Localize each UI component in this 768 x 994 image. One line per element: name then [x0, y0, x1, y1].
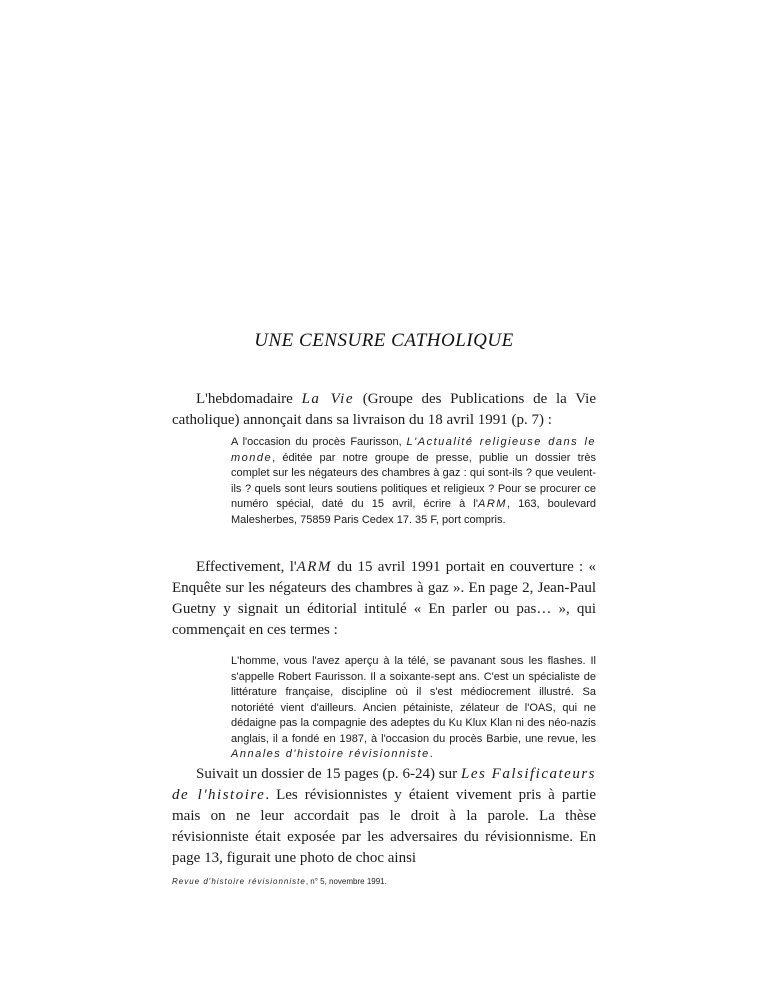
- quote2-text-1: L'homme, vous l'avez aperçu à la télé, se pavanant sous les flashes. Il s'appelle Robert Faurisson. Il a soixante-sept ans. C'est un spécialiste de littérature française, discipline où il s'est médiocrement illustré. Sa notoriété vient d'ailleurs. Ancien pétainiste, zélateur de l'OAS, qui ne dédaigne pas la compagnie des adeptes du Ku Klux Klan ni des néo-nazis anglais, il a fondé en 1987, à l'occasion du procès Barbie, une revue, les: [231, 655, 596, 745]
- quote1-text-1: A l'occasion du procès Faurisson,: [231, 436, 407, 448]
- page-footer: [172, 877, 387, 886]
- arm-title-2: ARM: [296, 559, 332, 575]
- falsificateurs-title: Les Falsificateurs de l'histoire: [172, 766, 596, 803]
- quote2-text-2: .: [429, 748, 433, 760]
- para3-text-2: . Les révisionnistes y étaient vivement pris à partie mais on ne leur accordait pas le droit à la parole. La thèse révisionniste était exposée par les adversaires du révisionnisme. En page 13, figurait une photo de choc ainsi: [172, 787, 597, 866]
- quote1-text-2: , éditée par notre groupe de presse, publie un dossier très complet sur les négateurs des chambres à gaz : qui sont-ils ? que veulent-ils ? quels sont leurs soutiens politiques et religieux ? Pour se procurer ce numéro spécial, daté du 15 avril, écrire à l': [231, 451, 596, 510]
- body-paragraph-3: [172, 764, 596, 869]
- para2-text-1: Effectivement, l': [196, 559, 297, 575]
- quote1-text-3: , 163, boulevard Malesherbes, 75859 Paris Cedex 17. 35 F, port compris.: [231, 498, 596, 526]
- para2-text-2: du 15 avril 1991 portait en couverture : « Enquête sur les négateurs des chambres à gaz ». En page 2, Jean-Paul Guetny y signait un éditorial intitulé « En parler ou pas… », qui commençait en ces termes :: [172, 559, 596, 638]
- journal-name: Revue d'histoire révisionniste: [172, 877, 306, 886]
- page-title: UNE CENSURE CATHOLIQUE: [254, 330, 514, 351]
- intro-text-2: (Groupe des Publications de la Vie catholique) annonçait dans sa livraison du 18 avril 1991 (p. 7) :: [172, 391, 597, 428]
- actualite-religieuse-title: L'Actualité religieuse dans le monde: [231, 436, 596, 464]
- block-quote-1: [231, 435, 596, 528]
- para3-text-1: Suivait un dossier de 15 pages (p. 6-24) sur: [196, 766, 461, 782]
- la-vie-title: La Vie: [301, 391, 355, 407]
- block-quote-2: [231, 654, 596, 763]
- journal-issue: , n° 5, novembre 1991.: [305, 877, 387, 886]
- annales-title: Annales d'histoire révisionniste: [231, 748, 430, 760]
- arm-title: ARM: [477, 498, 507, 510]
- body-paragraph-2: [172, 557, 596, 641]
- intro-text-1: L'hebdomadaire: [196, 391, 302, 407]
- intro-paragraph: [172, 389, 596, 431]
